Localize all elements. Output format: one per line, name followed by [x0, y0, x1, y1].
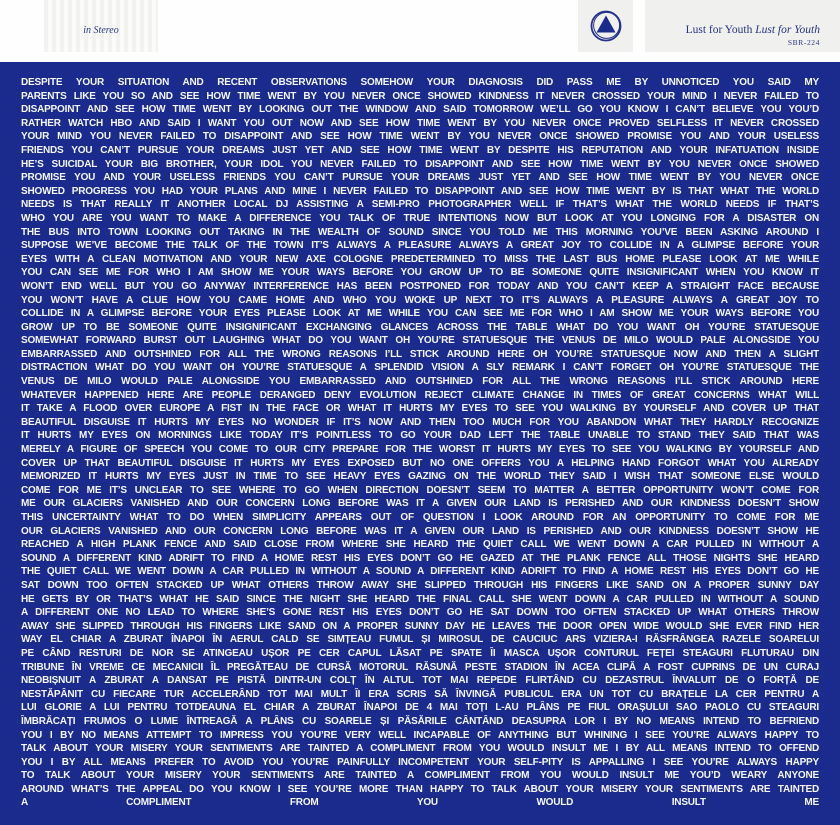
text-line: AROUND WHAT’S THE APPEAL DO YOU KNOW I SEE YOU’RE MORE THAN HAPPY TO TALK ABOUT YOUR MISERY YOUR SENTIMENTS ARE TAINTED: [21, 783, 819, 795]
text-line: YOUR MIND YOU NEVER FAILED TO DISAPPOINT AND SEE HOW TIME WENT BY YOU NEVER ONCE SHOWED PROMISE YOU AND YOUR USELESS: [21, 131, 819, 143]
text-line: SOMEWHAT FORWARD BURST OUT LAUGHING WHAT DO YOU WANT OH YOU’RE STATUESQUE THE VENUS DE MILO WOULD PALE ALONGSIDE YOU: [21, 335, 819, 347]
text-line: A DIFFERENT ONE NO LEAD TO WHERE SHE’S GONE REST HIS EYES DON’T GO HE SAT DOWN TOO OFTEN STACKED UP WHAT OTHERS THROW: [21, 607, 819, 619]
text-line: ÎMBRĂCAȚI FRUMOS O LUME ÎNTREAGĂ A PLÂNS CU SOARELE ȘI PĂSĂRILE CÂNTÂND DEASUPRA LOR I BY NO MEANS INTEND TO BEFRIEND: [21, 715, 819, 727]
text-line: WAY EL CHIAR A ZBURAT ÎNAPOI ÎN AERUL CALD SE SIMȚEAU FUMUL ȘI MIROSUL DE CAUCIUC ARS VIZIERA-I RĂSFRÂNGEA RAZELE SOARELUI: [21, 634, 819, 646]
text-line: VENUS DE MILO WOULD PALE ALONGSIDE YOU EMBARRASSED AND OUTSHINED FOR ALL THE WRONG REASONS I’LL STICK AROUND HERE: [21, 376, 819, 388]
text-line: HE’S SUICIDAL YOUR BIG BROTHER, YOUR IDOL YOU NEVER FAILED TO DISAPPOINT AND SEE HOW TIME WENT BY YOU NEVER ONCE SHOWED: [21, 158, 819, 170]
text-line: FRIENDS YOU CAN’T PURSUE YOUR DREAMS JUST YET AND SEE HOW TIME WENT BY DESPITE HIS REPUTATION AND YOUR INFATUATION INSIDE: [21, 144, 819, 156]
text-line: COME FOR ME IT’S UNCLEAR TO SEE WHERE TO GO WHEN DIRECTION DOESN’T SEEM TO MATTER A BETTER OPPORTUNITY WON’T COME FOR: [21, 484, 819, 496]
text-line: SHOWED PROGRESS YOU HAD YOUR PLANS AND MINE I NEVER FAILED TO DISAPPOINT AND SEE HOW TIME WENT BY IS THAT WHAT THE WORLD: [21, 185, 819, 197]
title-block: [645, 0, 840, 52]
stereo-label: in Stereo: [83, 24, 119, 36]
text-line: TO TALK ABOUT YOUR MISERY YOUR SENTIMENTS ARE TAINTED A COMPLIMENT FROM YOU WOULD INSULT ME YOU’D WEARY ANYONE: [21, 770, 819, 782]
text-line: NEOBIȘNUIT A ZBURAT A DANSAT PE PISTĂ DINTR-UN COLȚ ÎN ALTUL TOT MAI REPEDE FLIRTÂND CU DEZASTRUL ÎNVALUIT DE O FORȚĂ DE: [21, 675, 819, 687]
circle-triangle-logo-icon: [586, 6, 626, 46]
text-line: YOU CAN SEE ME FOR WHO I AM SHOW ME YOUR WAYS BEFORE YOU GROW UP TO BE SOMEONE QUITE INSIGNIFICANT WHEN YOU KNOW IT: [21, 267, 819, 279]
text-line: HE GETS BY OR THAT’S WHAT HE SAID SINCE THE NIGHT SHE HEARD THE FINAL CALL SHE WENT DOWN A CAR PULLED IN WITHOUT A SOUND: [21, 593, 819, 605]
label-logo: [578, 0, 633, 52]
text-line: WHATEVER HAPPENED HERE ARE PEOPLE DERANGED DENY EVOLUTION REJECT CLIMATE CHANGE IN TIMES OF GREAT CONCERNS WHAT WILL: [21, 389, 819, 401]
text-line: YOU WON’T HAVE A CLUE HOW YOU CAME HOME AND WHO YOU WOKE UP NEXT TO IT’S ALWAYS A PLEASURE ALWAYS A GREAT JOY TO: [21, 294, 819, 306]
lyrics-field: [0, 62, 840, 825]
text-line: IT HURTS MY EYES ON MORNINGS LIKE TODAY IT’S POINTLESS TO GO YOUR DAD LEFT THE TABLE UNABLE TO STAND THEY SAID THAT WAS: [21, 430, 819, 442]
text-line: IT TAKE A FLOOD OVER EUROPE A FIST IN THE FACE OR WHAT IT HURTS MY EYES TO SEE YOU WALKING BY YOURSELF AND COVER UP THAT: [21, 403, 819, 415]
text-line: THIS UNCERTAINTY WHAT TO DO WHEN SIMPLICITY APPEARS OUT OF QUESTION I LOOK AROUND FOR AN OPPORTUNITY TO COME FOR ME: [21, 512, 819, 523]
text-line: SUPPOSE WE’VE BECOME THE TALK OF THE TOWN IT’S ALWAYS A PLEASURE ALWAYS A GREAT JOY TO COLLIDE IN A GLIMPSE BEFORE YOUR: [21, 240, 819, 252]
text-line: AWAY SHE SLIPPED THROUGH HIS FINGERS LIKE SAND ON A PROPER SUNNY DAY HE LEAVES THE DOOR OPEN WIDE WOULD SHE EVER FIND HER: [21, 620, 819, 632]
album-name-italic: Lust for Youth: [755, 24, 820, 36]
text-line: BEAUTIFUL DISGUISE IT HURTS MY EYES NO WONDER IF IT’S NOW AND THEN TOO MUCH FOR YOU ABANDON WHAT THEY HARDLY RECOGNIZE: [21, 416, 819, 428]
text-line: MEMORIZED IT HURTS MY EYES JUST IN TIME TO SEE HEAVY EYES GAZING ON THE WORLD THEY SAID I WISH THAT SOMEONE ELSE WOULD: [21, 471, 819, 483]
text-line: PARENTS LIKE YOU SO AND SEE HOW TIME WENT BY YOU NEVER ONCE SHOWED KINDNESS IT NEVER CROSSED YOUR MIND I NEVER FAILED TO: [21, 90, 819, 102]
text-line: EMBARRASSED AND OUTSHINED FOR ALL THE WRONG REASONS I’LL STICK AROUND HERE OH YOU’RE STATUESQUE NOW AND THEN A SLIGHT: [21, 348, 819, 360]
text-line: EYES WITH A CLEAN MOTIVATION AND YOUR NEW AXE COLOGNE PREDETERMINED TO MISS THE LAST BUS HOME PLEASE LOOK AT ME WHILE: [21, 253, 819, 265]
stereo-badge: [44, 0, 158, 52]
text-line: NESTĂPÂNIT CU FIECARE TUR ACCELERÂND TOT MAI MULT ÎI ERA SCRIS SĂ ÎNVINGĂ PUBLICUL ERA UN TOT CU BRAȚELE LA CER PENTRU A: [21, 688, 819, 700]
text-line: GROW UP TO BE SOMEONE QUITE INSIGNIFICANT EXCHANGING GLANCES ACROSS THE TABLE WHAT DO YOU WANT OH YOU’RE STATUESQUE: [21, 321, 819, 333]
text-line: OUR GLACIERS VANISHED AND OUR CONCERN LONG BEFORE WAS IT A GIVEN OUR LAND IS PERISHED AND OUR KINDNESS DOESN’T SHOW HE: [21, 525, 819, 537]
text-line: COVER UP THAT BEAUTIFUL DISGUISE IT HURTS MY EYES EXPOSED BUT NO ONE OFFERS YOU A HELPING HAND FORGOT WHAT YOU ALREADY: [21, 457, 819, 469]
text-line: WHO YOU ARE YOU WANT TO MAKE A DIFFERENCE YOU TALK OF TRUE INTENTIONS NOW BUT LOOK AT YOU LONGING FOR A DISASTER ON: [21, 212, 819, 224]
text-line: THE BUS INTO TOWN LOOKING OUT TAKING IN THE WEALTH OF SOUND SINCE YOU TOLD ME THIS MORNING YOU’VE BEEN ASKING AROUND I: [21, 226, 819, 238]
text-line: TALK ABOUT YOUR MISERY YOUR SENTIMENTS ARE TAINTED A COMPLIMENT FROM YOU WOULD INSULT ME I BY ALL MEANS INTEND TO OFFEND: [21, 743, 819, 755]
text-line: RATHER WATCH HBO AND SAID I WANT YOU OUT NOW AND SEE HOW TIME WENT BY YOU NEVER ONCE PROVED SELFLESS IT NEVER CROSSED: [21, 117, 819, 129]
header: [0, 0, 840, 62]
text-line: NEEDS IS THAT REALLY IT ANOTHER LOCAL DJ ASSISTING A SEMI-PRO PHOTOGRAPHER WELL IF THAT’S WHAT THE WORLD NEEDS IF THAT’S: [21, 199, 819, 211]
text-line: DISAPPOINT AND SEE HOW TIME WENT BY LOOKING OUT THE WINDOW AND SAID TOMORROW WE’LL GO YOU KNOW I CAN’T BELIEVE YOU YOU’D: [21, 104, 819, 116]
artist-name: Lust for Youth: [685, 24, 753, 36]
text-line: DESPITE YOUR SITUATION AND RECENT OBSERVATIONS SOMEHOW YOUR DIAGNOSIS DID PASS ME BY UNNOTICED YOU SAID MY: [21, 77, 819, 88]
text-line: COLLIDE IN A GLIMPSE BEFORE YOUR EYES PLEASE LOOK AT ME WHILE YOU CAN SEE ME FOR WHO I AM SHOW ME YOUR WAYS BEFORE YOU: [21, 308, 819, 320]
text-line: YOU I BY ALL MEANS PREFER TO AVOID YOU YOU’RE PAINFULLY INCOMPETENT YOUR SELF-PITY IS APPALLING I SEE YOU’RE ALWAYS HAPPY: [21, 756, 819, 768]
text-line: ME OUR GLACIERS VANISHED AND OUR CONCERN LONG BEFORE WAS IT A GIVEN OUR LAND IS PERISHED AND OUR KINDNESS DOESN’T SHOW: [21, 498, 819, 510]
text-line: REACHED A HIGH PLANK FENCE AND SAID CLOSE FROM WHERE SHE HEARD THE QUIET CALL WE WENT DOWN A CAR PULLED IN WITHOUT A: [21, 539, 819, 551]
text-line: A COMPLIMENT FROM YOU WOULD INSULT ME: [21, 797, 819, 809]
text-line: THE QUIET CALL WE WENT DOWN A CAR PULLED IN WITHOUT A SOUND A DIFFERENT KIND ADRIFT TO FIND A HOME REST HIS EYES DON’T GO HE: [21, 566, 819, 578]
text-line: SOUND A DIFFERENT KIND ADRIFT TO FIND A HOME REST HIS EYES DON’T GO HE GAZED AT THE PLANK FENCE ALL THOSE NIGHTS SHE HEARD: [21, 552, 819, 564]
text-line: PROMISE YOU AND YOUR USELESS FRIENDS YOU CAN’T PURSUE YOUR DREAMS JUST YET AND SEE HOW TIME WENT BY YOU NEVER ONCE: [21, 172, 819, 184]
album-title: [645, 24, 820, 36]
text-line: SAT DOWN TOO OFTEN STACKED UP WHAT OTHERS THROW AWAY SHE SLIPPED THROUGH HIS FINGERS LIKE SAND ON A PROPER SUNNY DAY: [21, 579, 819, 591]
text-line: WON’T END WELL BUT YOU GO ANYWAY INTERFERENCE HAS BEEN POSTPONED FOR TODAY AND YOU CAN’T KEEP A STRAIGHT FACE BECAUSE: [21, 280, 819, 292]
catalog-number: SBR-224: [787, 38, 820, 47]
text-line: LUI GLORIE A LUI PENTRU TOTDEAUNA EL CHIAR A ZBURAT ÎNAPOI DE 4 MAI TOȚI L-AU PLÂNS PE FIUL ORAȘULUI SAO PAOLO CU STEAGURI: [21, 702, 819, 714]
text-line: YOU I BY NO MEANS ATTEMPT TO IMPRESS YOU YOU’RE VERY WELL INCAPABLE OF ANYTHING BUT WHINING I SEE YOU’RE ALWAYS HAPPY TO: [21, 729, 819, 741]
text-line: DISTRACTION WHAT DO YOU WANT OH YOU’RE STATUESQUE A SPLENDID VISION A SLY REMARK I CAN’T FORGET OH YOU’RE STATUESQUE THE: [21, 362, 819, 374]
text-line: PE CÂND RESTURI DE NOR SE ATINGEAU UȘOR PE CER CAPUL LĂSAT PE SPATE ÎI MASCA UȘOR CONTURUL FEȚEI STEAGURI FLUTURAU DIN: [21, 647, 819, 659]
text-line: MERELY A FIGURE OF SPEECH YOU COME TO OUR CITY PREPARE FOR THE WORST IT HURTS MY EYES TO SEE YOU WALKING BY YOURSELF AND: [21, 444, 819, 456]
text-line: TRIBUNE ÎN VREME CE MECANICII ÎL PREGĂTEAU DE CURSĂ MOTORUL RĂSUNĂ PESTE STADION ÎN ACEA CLIPĂ A FOST CUPRINS DE UN CURAJ: [21, 661, 819, 673]
